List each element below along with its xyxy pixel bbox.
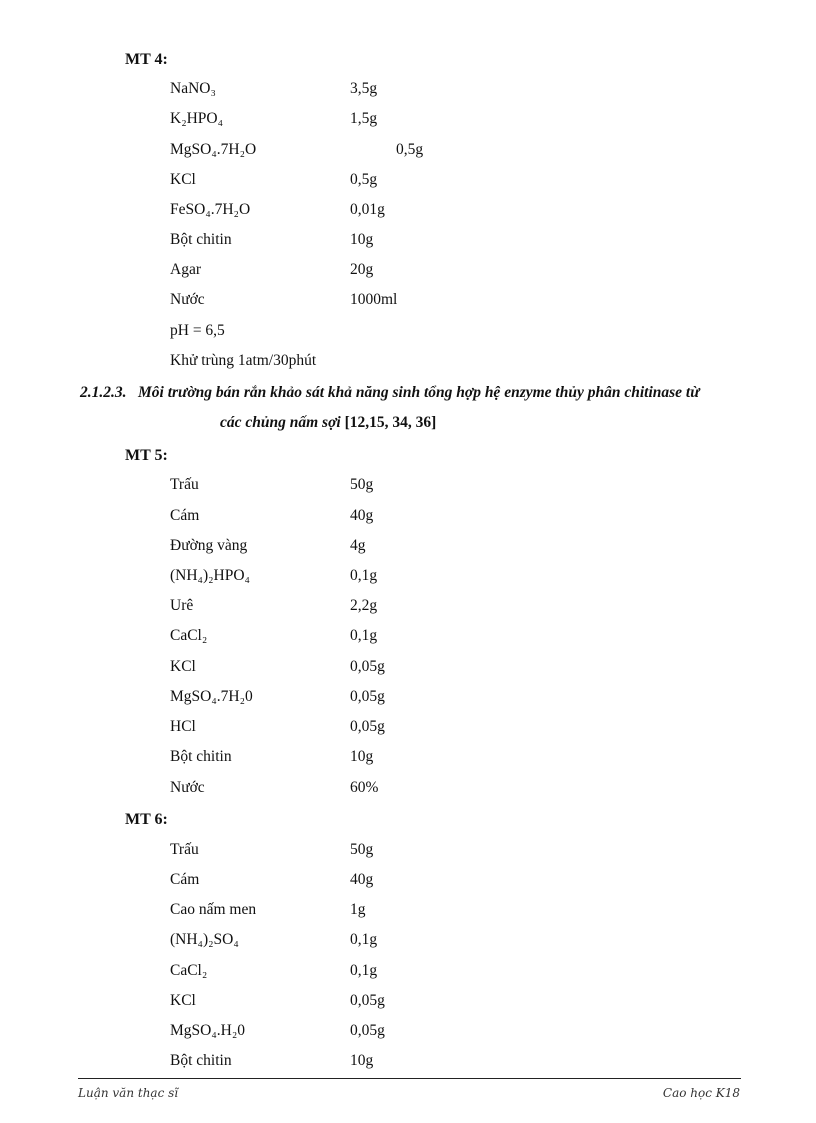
ingredient-qty: 4g bbox=[350, 537, 366, 554]
ingredient-name: Bột chitin bbox=[170, 748, 232, 765]
mt5-heading: MT 5: bbox=[125, 447, 168, 464]
ingredient-qty: 0,05g bbox=[350, 718, 385, 735]
ingredient-name: KCl bbox=[170, 992, 196, 1009]
ingredient-qty: 0,05g bbox=[350, 992, 385, 1009]
ingredient-qty: 10g bbox=[350, 231, 374, 248]
ingredient-qty: 1,5g bbox=[350, 110, 378, 127]
ingredient-qty: 1000ml bbox=[350, 291, 398, 308]
footer-right-text: Cao học K18 bbox=[662, 1086, 740, 1100]
mt6-heading: MT 6: bbox=[125, 811, 168, 828]
ingredient-name: KCl bbox=[170, 171, 196, 188]
section-title-line2 bbox=[220, 414, 436, 432]
ingredient-name: FeSO₄.7H₂O bbox=[170, 201, 251, 218]
ingredient-qty: 0,01g bbox=[350, 201, 385, 218]
ingredient-qty: 0,1g bbox=[350, 567, 378, 584]
ingredient-name: MgSO₄.H₂0 bbox=[170, 1022, 245, 1039]
ingredient-name: (NH₄)₂HPO₄ bbox=[170, 567, 250, 584]
footer-left-text: Luận văn thạc sĩ bbox=[78, 1086, 179, 1100]
ingredient-qty: 0,05g bbox=[350, 658, 385, 675]
ingredient-name: Cám bbox=[170, 871, 200, 888]
ingredient-qty: 0,1g bbox=[350, 931, 378, 948]
ingredient-qty: 0,5g bbox=[350, 171, 378, 188]
ingredient-qty: 20g bbox=[350, 261, 374, 278]
section-references: [12,15, 34, 36] bbox=[344, 414, 437, 431]
ingredient-qty: 50g bbox=[350, 476, 374, 493]
ingredient-qty: 10g bbox=[350, 748, 374, 765]
ingredient-name: (NH₄)₂SO₄ bbox=[170, 931, 239, 948]
ingredient-name: Bột chitin bbox=[170, 1052, 232, 1069]
ingredient-name: CaCl₂ bbox=[170, 627, 208, 644]
ingredient-name: Đường vàng bbox=[170, 537, 248, 554]
ingredient-qty: 50g bbox=[350, 841, 374, 858]
ingredient-qty: 0,05g bbox=[350, 1022, 385, 1039]
ingredient-name: NaNO₃ bbox=[170, 80, 216, 97]
ingredient-qty: 40g bbox=[350, 507, 374, 524]
footer-divider bbox=[78, 1078, 741, 1079]
ingredient-qty: 1g bbox=[350, 901, 366, 918]
ingredient-name: K₂HPO₄ bbox=[170, 110, 224, 127]
ingredient-name: Bột chitin bbox=[170, 231, 232, 248]
ingredient-qty: 0,1g bbox=[350, 962, 378, 979]
ph-value: pH = 6,5 bbox=[170, 322, 225, 339]
ingredient-name: Trấu bbox=[170, 476, 199, 493]
ingredient-name: Trấu bbox=[170, 841, 199, 858]
ingredient-name: Cao nấm men bbox=[170, 901, 257, 918]
ingredient-qty: 2,2g bbox=[350, 597, 378, 614]
ingredient-name: Agar bbox=[170, 261, 201, 278]
mt4-heading: MT 4: bbox=[125, 51, 168, 68]
ingredient-qty: 0,05g bbox=[350, 688, 385, 705]
ingredient-qty: 0,5g bbox=[396, 141, 424, 158]
ingredient-name: MgSO₄.7H₂O bbox=[170, 141, 257, 158]
section-number: 2.1.2.3. bbox=[80, 384, 127, 401]
ingredient-name: KCl bbox=[170, 658, 196, 675]
section-title-text: các chủng nấm sợi bbox=[220, 414, 341, 431]
ingredient-name: HCl bbox=[170, 718, 196, 735]
ingredient-name: CaCl₂ bbox=[170, 962, 208, 979]
ingredient-qty: 0,1g bbox=[350, 627, 378, 644]
ingredient-name: Urê bbox=[170, 597, 194, 614]
ingredient-qty: 3,5g bbox=[350, 80, 378, 97]
ingredient-name: Nước bbox=[170, 779, 205, 796]
ingredient-name: MgSO₄.7H₂0 bbox=[170, 688, 253, 705]
ingredient-qty: 10g bbox=[350, 1052, 374, 1069]
sterilize-note: Khử trùng 1atm/30phút bbox=[170, 352, 317, 369]
ingredient-qty: 60% bbox=[350, 779, 379, 796]
ingredient-name: Nước bbox=[170, 291, 205, 308]
ingredient-name: Cám bbox=[170, 507, 200, 524]
ingredient-qty: 40g bbox=[350, 871, 374, 888]
section-title-line1: Môi trường bán rắn khảo sát khả năng sinh tổng hợp hệ enzyme thủy phân chitinase từ bbox=[138, 384, 700, 401]
